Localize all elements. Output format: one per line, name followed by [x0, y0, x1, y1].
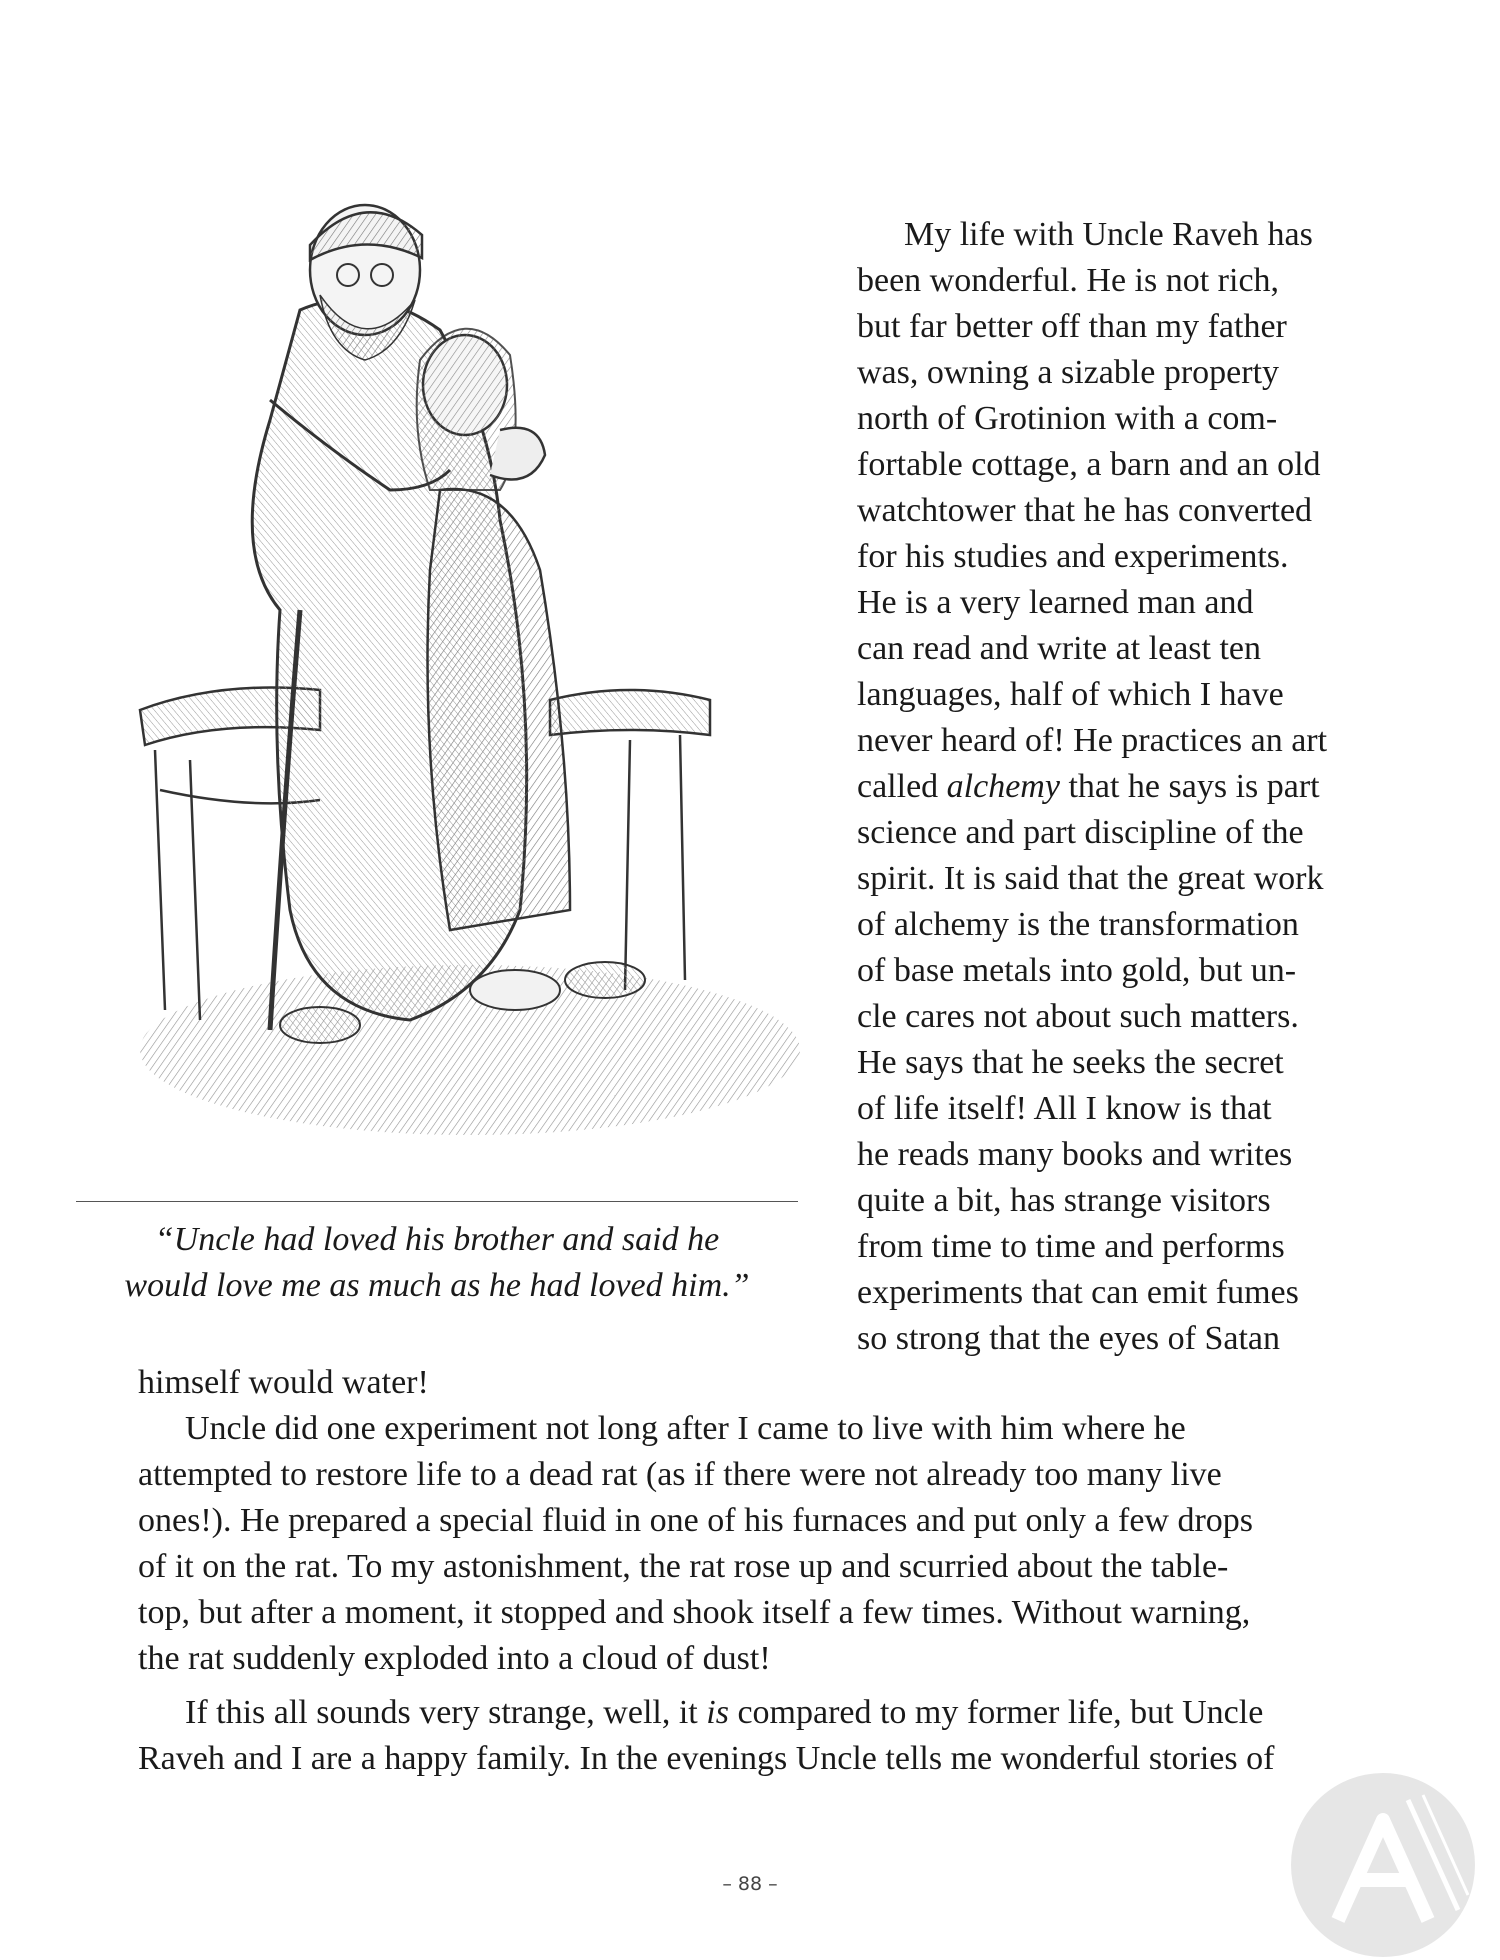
text-line: cle cares not about such matters. [857, 998, 1299, 1035]
text-line: for his studies and experiments. [857, 538, 1289, 575]
text-line: the rat suddenly exploded into a cloud of dust! [138, 1640, 771, 1677]
publisher-logo-icon [1288, 1770, 1478, 1960]
text-line [138, 1690, 1358, 1736]
alchemy-emphasis: alchemy [946, 768, 1060, 805]
illustration [70, 190, 810, 1200]
text-line: languages, half of which I have [857, 676, 1284, 713]
text-line: himself would water! [138, 1364, 429, 1401]
called-before: called [857, 768, 947, 805]
text-line: but far better off than my father [857, 308, 1287, 345]
text-line: been wonderful. He is not rich, [857, 262, 1280, 299]
text-line: of alchemy is the transformation [857, 906, 1299, 943]
text-line: quite a bit, has strange visitors [857, 1182, 1271, 1219]
text-line: he reads many books and writes [857, 1136, 1293, 1173]
text-line: was, owning a sizable property [857, 354, 1280, 391]
text-line: so strong that the eyes of Satan [857, 1320, 1281, 1357]
text-line: He says that he seeks the secret [857, 1044, 1284, 1081]
sketch-uncle-and-girl-icon [70, 190, 810, 1200]
text-line-called [857, 764, 1377, 810]
illustration-caption [76, 1217, 798, 1309]
p3-before: If this all sounds very strange, well, it [185, 1694, 707, 1731]
text-line: from time to time and performs [857, 1228, 1285, 1265]
called-after: that he says is part [1059, 768, 1320, 805]
text-line: watchtower that he has converted [857, 492, 1313, 529]
text-line: Raveh and I are a happy family. In the evenings Uncle tells me wonderful stories of [138, 1740, 1275, 1777]
text-line: ones!). He prepared a special fluid in one of his furnaces and put only a few drops [138, 1502, 1254, 1539]
text-line: never heard of! He practices an art [857, 722, 1328, 759]
caption-line: would love me as much as he had loved him.” [124, 1267, 750, 1304]
page-number: – 88 – [722, 1873, 778, 1895]
p3-after: compared to my former life, but Uncle [728, 1694, 1264, 1731]
text-line: science and part discipline of the [857, 814, 1304, 851]
text-line: of life itself! All I know is that [857, 1090, 1272, 1127]
text-line: of it on the rat. To my astonishment, the rat rose up and scurried about the table- [138, 1548, 1229, 1585]
caption-line: “Uncle had loved his brother and said he [154, 1221, 720, 1258]
text-line: north of Grotinion with a com- [857, 400, 1278, 437]
text-line: fortable cottage, a barn and an old [857, 446, 1321, 483]
text-line: spirit. It is said that the great work [857, 860, 1324, 897]
text-line: of base metals into gold, but un- [857, 952, 1297, 989]
caption-rule [76, 1201, 798, 1202]
full-width-text [138, 1360, 1358, 1782]
text-line: He is a very learned man and [857, 584, 1254, 621]
text-line: top, but after a moment, it stopped and shook itself a few times. Without warning, [138, 1594, 1251, 1631]
text-line: experiments that can emit fumes [857, 1274, 1299, 1311]
text-line: Uncle did one experiment not long after I came to live with him where he [185, 1410, 1186, 1447]
text-line: can read and write at least ten [857, 630, 1262, 667]
text-line: My life with Uncle Raveh has [904, 216, 1313, 253]
text-line: attempted to restore life to a dead rat (as if there were not already too many live [138, 1456, 1222, 1493]
is-emphasis: is [706, 1694, 729, 1731]
side-column-text [857, 212, 1377, 1362]
